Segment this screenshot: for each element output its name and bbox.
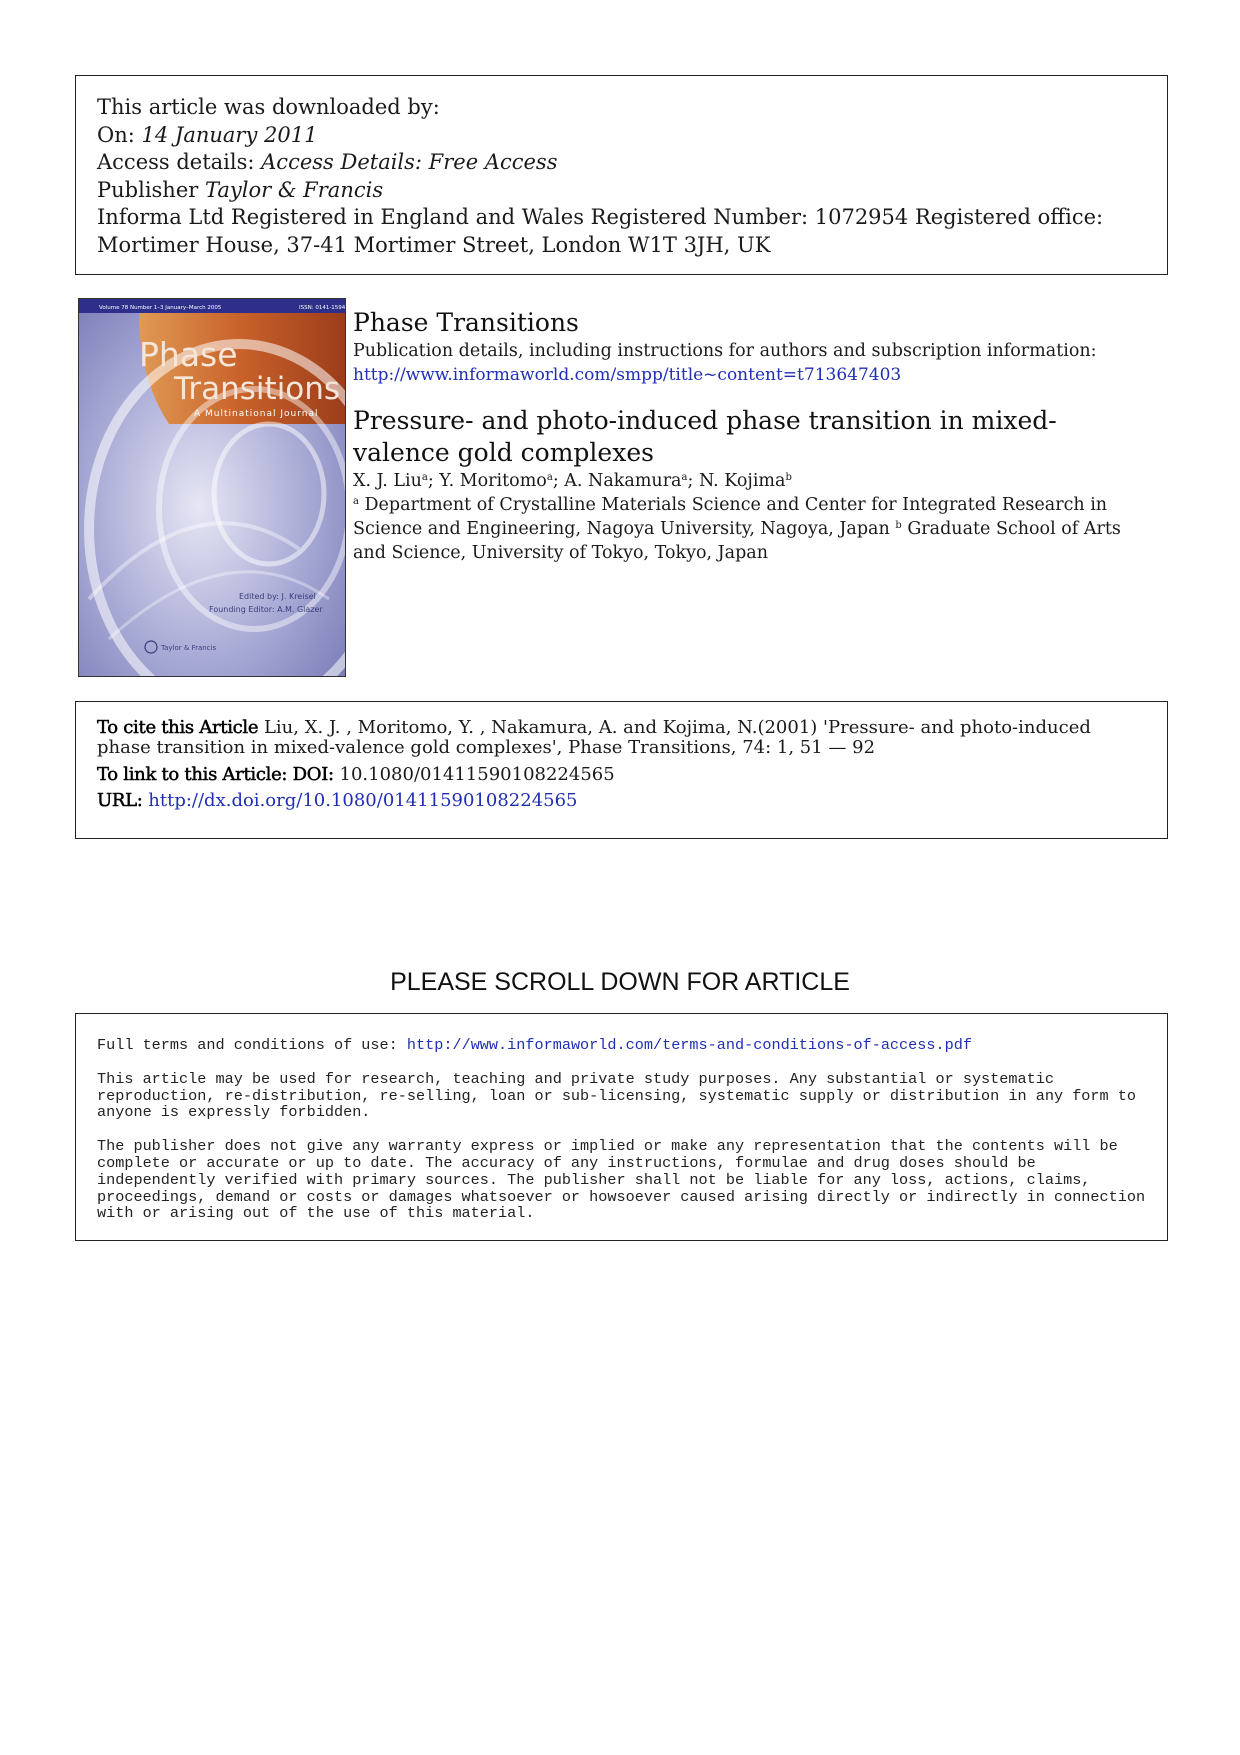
author-name: X. J. Liu xyxy=(353,471,422,491)
cite-text: Liu, X. J. , Moritomo, Y. , Nakamura, A. and Kojima, N.(2001) 'Pressure- and photo-induced phase transition in mixed-valence gold complexes', Phase Transitions, 74: 1, 51 — 92 xyxy=(97,717,1091,758)
author-name: N. Kojima xyxy=(698,471,786,491)
author-list xyxy=(353,469,1153,493)
doi-line xyxy=(97,764,1147,786)
author-affil-sup: b xyxy=(785,472,792,483)
cover-founding-editor: Founding Editor: A.M. Glazer xyxy=(209,605,323,614)
terms-url-link[interactable]: http://www.informaworld.com/terms-and-conditions-of-access.pdf xyxy=(406,1036,972,1054)
publication-details: Publication details, including instructions for authors and subscription information: xyxy=(353,341,1097,361)
access-details-line xyxy=(97,149,1147,177)
author-name: Y. Moritomo xyxy=(439,471,547,491)
cover-subtitle: A Multinational Journal xyxy=(194,409,319,419)
cite-label: To cite this Article xyxy=(97,717,259,738)
downloaded-by-line: This article was downloaded by: xyxy=(97,95,440,119)
journal-cover-image xyxy=(78,298,346,677)
link-label: To link to this Article: DOI: xyxy=(97,764,334,785)
terms-intro-text: Full terms and conditions of use: xyxy=(97,1036,407,1054)
url-label: URL: xyxy=(97,790,143,811)
terms-box xyxy=(75,1013,1168,1241)
cover-publisher: Taylor & Francis xyxy=(161,644,217,652)
citation-box xyxy=(75,701,1168,839)
author-affil-sup: a xyxy=(421,472,428,483)
download-date: 14 January 2011 xyxy=(141,122,318,147)
article-url-link[interactable]: http://dx.doi.org/10.1080/01411590108224565 xyxy=(148,790,578,811)
author-name: A. Nakamura xyxy=(564,471,682,491)
url-line xyxy=(97,790,1147,812)
download-info-box xyxy=(75,75,1168,275)
article-info xyxy=(353,307,1153,565)
publisher-value: Taylor & Francis xyxy=(204,177,384,202)
affil-a-sup: a xyxy=(353,496,359,507)
author-separator: ; xyxy=(427,471,440,491)
journal-title: Phase Transitions xyxy=(353,308,579,337)
article-title: Pressure- and photo-induced phase transition in mixed-valence gold complexes xyxy=(353,406,1057,467)
on-label: On: xyxy=(97,122,142,147)
affil-b-sup: b xyxy=(895,520,902,531)
cover-edited-by: Edited by: J. Kreisel xyxy=(239,592,316,601)
download-date-line xyxy=(97,122,1147,150)
publisher-line xyxy=(97,177,1147,205)
journal-url-link[interactable]: http://www.informaworld.com/smpp/title~content=t713647403 xyxy=(353,365,902,385)
affil-a: Department of Crystalline Materials Science and Center for Integrated Research in Science and Engineering, Nagoya University, Nagoya, Japan xyxy=(353,495,1108,539)
terms-intro xyxy=(97,1037,1147,1054)
cover-header-left: Volume 78 Number 1–3 January–March 2005 xyxy=(99,305,222,311)
publisher-label: Publisher xyxy=(97,177,205,202)
author-separator: ; xyxy=(687,471,699,491)
author-affil-sup: a xyxy=(546,472,553,483)
cover-header-right: ISSN: 0141-1594 xyxy=(299,305,345,311)
affil-b: Graduate School of Arts and Science, University of Tokyo, Tokyo, Japan xyxy=(353,519,1121,563)
access-label: Access details: xyxy=(97,150,262,174)
citation xyxy=(97,718,1147,758)
access-value: Access Details: Free Access xyxy=(261,150,558,174)
doi-value: 10.1080/01411590108224565 xyxy=(333,764,615,785)
cover-title-line2: Transitions xyxy=(174,371,341,407)
terms-para1: This article may be used for research, teaching and private study purposes. Any substantial or systematic reproduction, re-distribution, re-selling, loan or sub-licensing, systematic supply or distribution in any form to anyone is expressly forbidden. xyxy=(97,1069,1136,1122)
author-separator: ; xyxy=(552,471,565,491)
author-affil-sup: a xyxy=(681,472,688,483)
affiliations xyxy=(353,493,1153,565)
scroll-notice: PLEASE SCROLL DOWN FOR ARTICLE xyxy=(390,968,850,996)
cover-title-line1: Phase xyxy=(139,335,238,374)
terms-para2: The publisher does not give any warranty express or implied or make any representation that the contents will be complete or accurate or up to date. The accuracy of any instructions, formulae and drug doses should be independently verified with primary sources. The publisher shall not be liable for any loss, actions, claims, proceedings, demand or costs or damages whatsoever or howsoever caused arising directly or indirectly in connection with or arising out of the use of this material. xyxy=(97,1137,1146,1223)
registration-info: Informa Ltd Registered in England and Wales Registered Number: 1072954 Registered office: Mortimer House, 37-41 Mortimer Street, London W1T 3JH, UK xyxy=(97,205,1104,257)
